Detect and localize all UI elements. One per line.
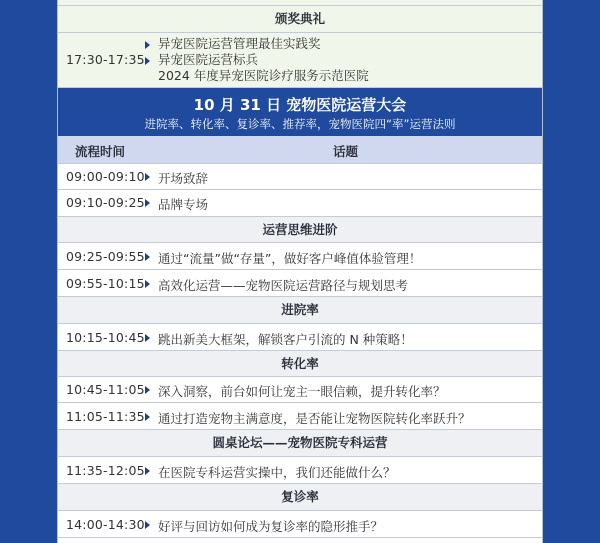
- section-title: 复诊率: [57, 484, 543, 511]
- section-title: 运营思维进阶: [57, 217, 543, 243]
- award-list: [158, 36, 369, 84]
- agenda-row: [57, 377, 543, 403]
- section-title: 转化率: [57, 351, 543, 377]
- agenda-topic: 高效化运营——宠物医院运营路径与规划思考: [158, 278, 409, 293]
- header-time: 流程时间: [75, 144, 126, 159]
- agenda-row: [57, 324, 543, 351]
- agenda-topic: 开场致辞: [158, 171, 209, 186]
- agenda-sheet: [57, 0, 543, 543]
- agenda-topic: 通过打造宠物主满意度，是否能让宠物医院转化率跃升？: [158, 411, 471, 426]
- agenda-topic: 通过“流量”做“存量”，做好客户峰值体验管理！: [158, 251, 422, 266]
- agenda-time: 09:25-09:55: [66, 249, 145, 264]
- banner-subtitle: 进院率、转化率、复诊率、推荐率，宠物医院四“率”运营法则: [144, 117, 456, 131]
- day-banner: [57, 88, 543, 136]
- agenda-time: 10:45-11:05: [66, 382, 145, 397]
- agenda-topic: 深入洞察，前台如何让宠主一眼信赖，提升转化率？: [158, 384, 446, 399]
- arrow-icon: [145, 521, 150, 529]
- arrow-icon: [145, 173, 150, 181]
- agenda-time: 11:35-12:05: [66, 463, 145, 478]
- header-topic: 话题: [333, 144, 359, 159]
- agenda-time: 09:10-09:25: [66, 195, 145, 210]
- banner-title: 10 月 31 日 宠物医院运营大会: [193, 96, 407, 114]
- agenda-row: [57, 190, 543, 217]
- agenda-time: 10:15-10:45: [66, 330, 145, 345]
- agenda-topic: 在医院专科运营实操中，我们还能做什么？: [158, 465, 396, 480]
- arrow-icon: [145, 334, 150, 342]
- section-title-award: 颁奖典礼: [57, 6, 543, 33]
- award-item: 异宠医院运营管理最佳实践奖: [158, 36, 321, 51]
- agenda-row-award: [57, 33, 543, 88]
- agenda-row: [57, 270, 543, 297]
- arrow-icon: [145, 467, 150, 475]
- arrow-icon: [145, 386, 150, 394]
- agenda-row: [57, 403, 543, 430]
- arrow-icon: [145, 41, 150, 49]
- agenda-row: [57, 511, 543, 538]
- next-row-edge: [57, 538, 543, 543]
- section-title: 圆桌论坛——宠物医院专科运营: [57, 430, 543, 457]
- agenda-topic: 品牌专场: [158, 197, 209, 212]
- agenda-row: [57, 243, 543, 270]
- arrow-icon: [145, 199, 150, 207]
- agenda-time: 09:55-10:15: [66, 276, 145, 291]
- arrow-icon: [145, 253, 150, 261]
- agenda-time: 11:05-11:35: [66, 409, 145, 424]
- agenda-time: 17:30-17:35: [66, 52, 145, 67]
- agenda-row: [57, 457, 543, 484]
- arrow-icon: [145, 413, 150, 421]
- award-item: 异宠医院运营标兵: [158, 52, 259, 67]
- agenda-topic: 跳出新美大框架，解锁客户引流的 N 种策略！: [158, 332, 413, 347]
- table-header: [57, 136, 543, 164]
- agenda-row: [57, 164, 543, 190]
- arrow-icon: [145, 280, 150, 288]
- agenda-topic: 好评与回访如何成为复诊率的隐形推手？: [158, 519, 384, 534]
- agenda-time: 14:00-14:30: [66, 517, 145, 532]
- award-item: 2024 年度异宠医院诊疗服务示范医院: [158, 68, 369, 83]
- section-title: 进院率: [57, 297, 543, 324]
- arrow-icon: [145, 57, 150, 65]
- agenda-time: 09:00-09:10: [66, 169, 145, 184]
